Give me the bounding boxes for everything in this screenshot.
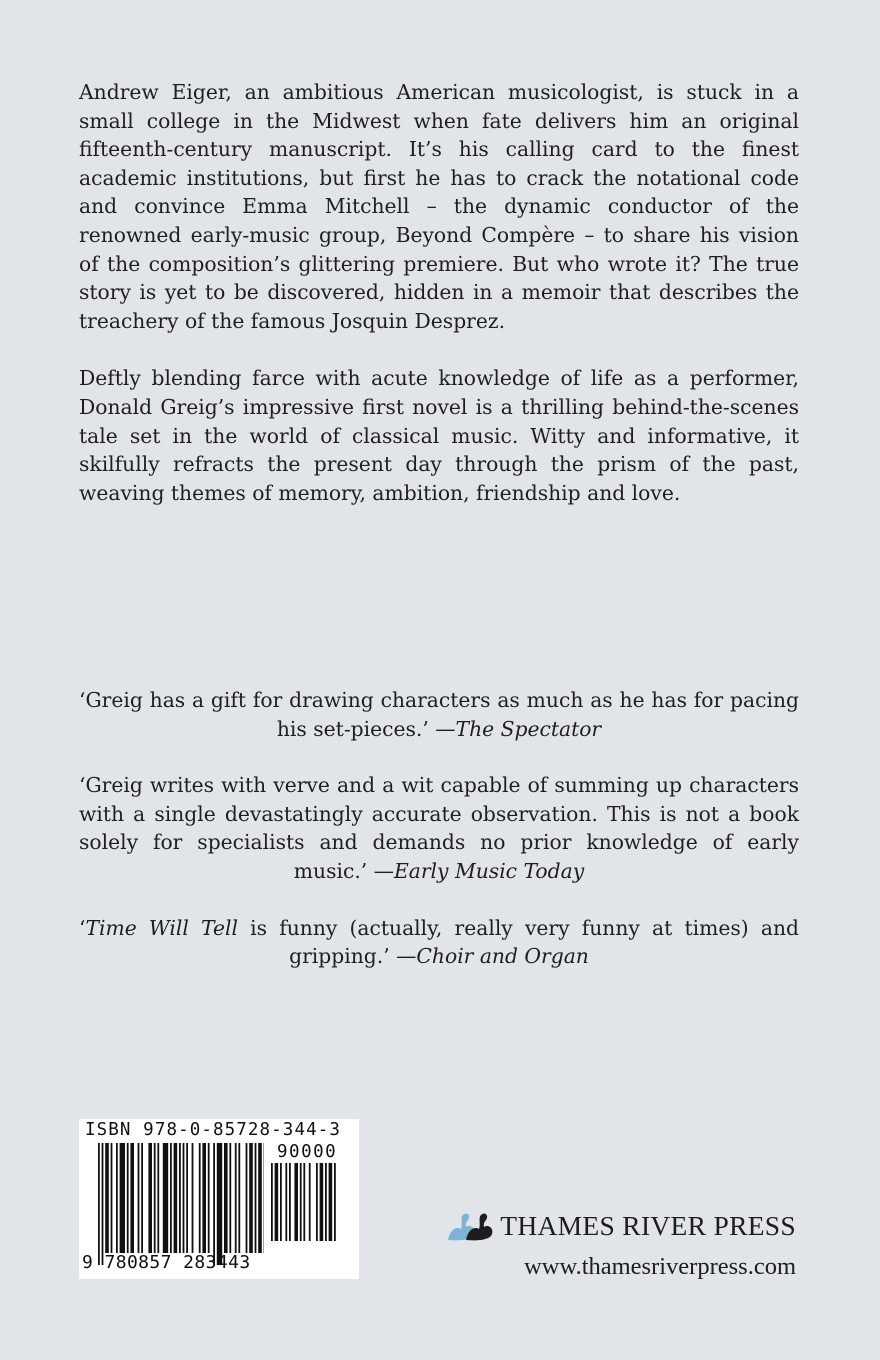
barcode-bar bbox=[120, 1143, 125, 1253]
barcode-bar bbox=[130, 1143, 134, 1253]
price-addon-number: 90000 bbox=[277, 1142, 338, 1162]
barcode-bar bbox=[208, 1143, 210, 1253]
barcode-bar bbox=[179, 1143, 181, 1253]
barcode-bar bbox=[138, 1143, 140, 1253]
review-quote-1 bbox=[79, 686, 799, 743]
barcode-bar bbox=[141, 1143, 143, 1253]
barcode-bars bbox=[98, 1143, 264, 1265]
barcode-bar bbox=[334, 1163, 336, 1241]
barcode-bar bbox=[102, 1143, 104, 1265]
barcode-bar bbox=[116, 1143, 118, 1253]
quote-source: The Spectator bbox=[455, 716, 602, 741]
barcode-bar bbox=[303, 1163, 305, 1241]
barcode-bar bbox=[325, 1163, 327, 1241]
barcode-bar bbox=[148, 1143, 152, 1253]
barcode-bar bbox=[170, 1143, 172, 1253]
barcode-bar bbox=[105, 1143, 109, 1253]
barcode-bar bbox=[255, 1143, 257, 1253]
barcode-bar bbox=[154, 1143, 156, 1253]
review-quote-2 bbox=[79, 771, 799, 885]
barcode-bar bbox=[163, 1143, 168, 1253]
quote-text: is funny (actually, really very funny at times) and gripping.’ — bbox=[237, 915, 799, 969]
barcode-bar bbox=[316, 1163, 318, 1241]
barcode-bar bbox=[157, 1143, 159, 1253]
barcode-bar bbox=[246, 1143, 248, 1253]
barcode-bar bbox=[258, 1143, 262, 1253]
barcode-bar bbox=[127, 1143, 129, 1253]
isbn-barcode bbox=[79, 1119, 359, 1279]
swan-logo-icon bbox=[446, 1210, 498, 1242]
blurb-paragraph-1: Andrew Eiger, an ambitious American musicologist, is stuck in a small college in the Midwest when fate delivers him an original fifteenth-century manuscript. It’s his calling card to the finest academic institutions, but first he has to crack the notational code and convince Emma Mitchell – the dynamic conductor of the renowned early-music group, Beyond Compère – to share his vision of the composition’s glittering premiere. But who wrote it? The true story is yet to be discovered, hidden in a memoir that describes the treachery of the famous Josquin Desprez. bbox=[79, 80, 799, 333]
barcode-bar bbox=[320, 1163, 324, 1241]
barcode-bar bbox=[294, 1163, 298, 1241]
barcode-bar bbox=[199, 1143, 201, 1253]
barcode-bar bbox=[280, 1163, 282, 1241]
review-quotes bbox=[79, 686, 799, 971]
review-quote-3 bbox=[79, 914, 799, 971]
barcode-bar bbox=[186, 1143, 188, 1253]
quote-text: ‘Greig has a gift for drawing characters as much as he has for pacing his set-pieces.’ — bbox=[79, 688, 799, 741]
publisher-logo bbox=[446, 1208, 796, 1248]
barcode-bar bbox=[217, 1143, 222, 1265]
barcode-bar bbox=[235, 1143, 237, 1253]
barcode-bar bbox=[289, 1163, 291, 1241]
barcode-bar bbox=[229, 1143, 231, 1253]
quote-source: Early Music Today bbox=[393, 858, 585, 883]
publisher-url[interactable]: www.thamesriverpress.com bbox=[524, 1253, 796, 1280]
barcode-bar bbox=[213, 1143, 215, 1265]
blurb-paragraph-2: Deftly blending farce with acute knowledge of life as a performer, Donald Greig’s impressive first novel is a thrilling behind-the-scenes tale set in the world of classical music. Witty and informative, it skilfully refracts the present day through the prism of the past, weaving themes of memory, ambition, friendship and love. bbox=[79, 366, 799, 505]
barcode-digits: 9 780857 283443 bbox=[82, 1252, 251, 1273]
barcode-bar bbox=[98, 1143, 100, 1265]
barcode-bar bbox=[202, 1143, 206, 1253]
barcode-bar bbox=[249, 1143, 253, 1253]
publisher-name: THAMES RIVER PRESS bbox=[500, 1210, 796, 1241]
barcode-bar bbox=[192, 1143, 194, 1253]
isbn-number: ISBN 978-0-85728-344-3 bbox=[85, 1120, 341, 1140]
addon-barcode-bars bbox=[271, 1163, 349, 1253]
barcode-bar bbox=[300, 1163, 302, 1241]
quote-source: Choir and Organ bbox=[416, 944, 589, 969]
blurb bbox=[79, 78, 799, 536]
quote-open-mark: ‘ bbox=[79, 915, 86, 940]
quote-text: ‘Greig writes with verve and a wit capable of summing up characters with a single devastatingly accurate observation. This is not a book solely for specialists and demands no prior knowledge of early music.’ — bbox=[79, 773, 799, 883]
barcode-bar bbox=[309, 1163, 311, 1241]
barcode-bar bbox=[111, 1143, 113, 1253]
barcode-bar bbox=[285, 1163, 287, 1241]
barcode-bar bbox=[238, 1143, 240, 1253]
barcode-bar bbox=[183, 1143, 185, 1253]
barcode-bar bbox=[271, 1163, 273, 1241]
barcode-bar bbox=[329, 1163, 333, 1241]
barcode-bar bbox=[224, 1143, 228, 1253]
book-title: Time Will Tell bbox=[85, 915, 238, 940]
barcode-bar bbox=[275, 1163, 279, 1241]
barcode-bar bbox=[174, 1143, 178, 1253]
